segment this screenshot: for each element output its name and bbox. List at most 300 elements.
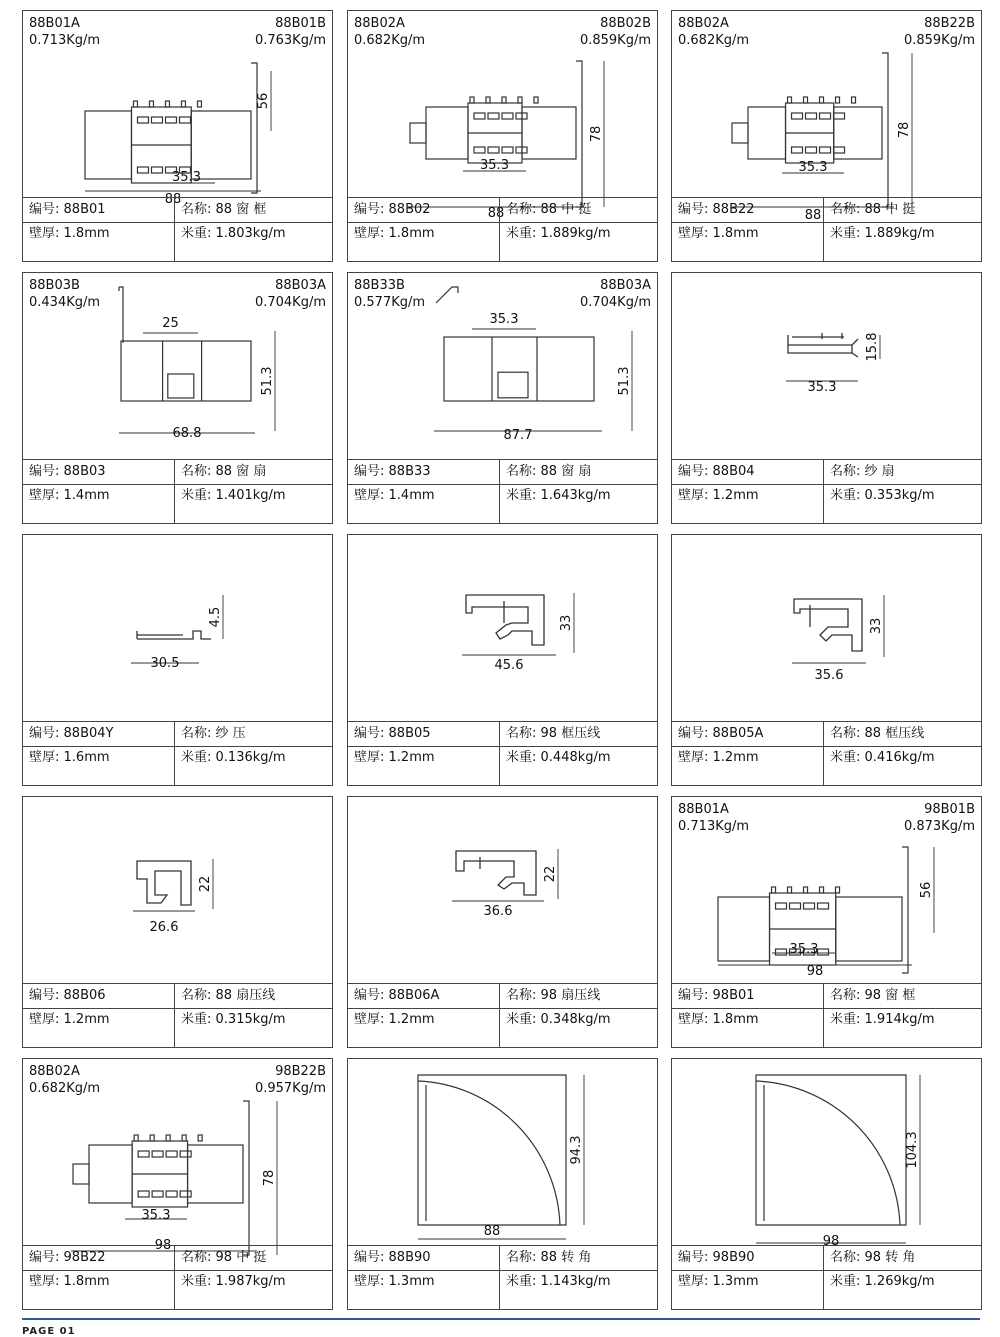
- name-value: 88 窗 框: [215, 202, 267, 217]
- weight-field: [506, 746, 611, 770]
- profile-card: [347, 796, 658, 1048]
- name-field: [830, 984, 915, 1008]
- profile-drawing: [23, 797, 332, 983]
- thickness-value: 1.2mm: [388, 750, 435, 765]
- left-part-info: [678, 801, 749, 835]
- dimension-label: 15.8: [865, 332, 880, 362]
- weight-value: 1.889kg/m: [540, 226, 611, 241]
- name-field: [506, 722, 600, 746]
- dimension-label: 78: [262, 1169, 277, 1187]
- name-field: [181, 722, 246, 746]
- spec-row-thickness-weight: [348, 746, 657, 770]
- weight-field: [506, 1008, 611, 1032]
- thickness-value: 1.2mm: [388, 1012, 435, 1027]
- left-part-info: [678, 15, 749, 49]
- name-value: 88 中 挺: [864, 202, 916, 217]
- weight-field: [506, 1270, 611, 1294]
- profile-card: [671, 796, 982, 1048]
- dimension-label: 87.7: [503, 428, 533, 443]
- table-divider: [174, 460, 175, 524]
- left-part-weight: 0.434Kg/m: [29, 295, 101, 310]
- profile-drawing: [23, 535, 332, 721]
- code-value: 98B22: [63, 1250, 106, 1265]
- weight-value: 0.416kg/m: [864, 750, 935, 765]
- right-part-info: [255, 1063, 326, 1097]
- left-part-code: 88B02A: [678, 16, 729, 31]
- code-label: 编号:: [354, 988, 385, 1003]
- profile-section-svg: [23, 797, 332, 983]
- right-part-weight: 0.859Kg/m: [579, 33, 651, 48]
- table-divider: [174, 198, 175, 262]
- code-field: [354, 984, 439, 1008]
- spec-row-code-name: [23, 1246, 332, 1271]
- name-field: [181, 460, 266, 484]
- code-value: 88B06A: [388, 988, 440, 1003]
- weight-label: 米重:: [506, 488, 537, 503]
- left-part-weight: 0.577Kg/m: [354, 295, 426, 310]
- spec-row-code-name: [23, 722, 332, 747]
- name-label: 名称:: [506, 202, 537, 217]
- spec-row-code-name: [672, 722, 981, 747]
- profile-drawing: [672, 1059, 981, 1249]
- left-part-info: [29, 1063, 100, 1097]
- weight-value: 1.643kg/m: [540, 488, 611, 503]
- weight-field: [830, 1270, 935, 1294]
- thickness-field: [29, 222, 110, 246]
- code-field: [678, 1246, 755, 1270]
- profile-section-svg: [672, 1059, 981, 1249]
- thickness-label: 壁厚:: [29, 1012, 60, 1027]
- thickness-value: 1.8mm: [388, 226, 435, 241]
- spec-row-thickness-weight: [672, 1008, 981, 1032]
- spec-row-code-name: [672, 460, 981, 485]
- thickness-label: 壁厚:: [354, 1012, 385, 1027]
- weight-value: 0.348kg/m: [540, 1012, 611, 1027]
- right-part-weight: 0.859Kg/m: [903, 33, 975, 48]
- left-part-code: 88B33B: [354, 278, 405, 293]
- code-field: [29, 722, 113, 746]
- spec-row-code-name: [348, 460, 657, 485]
- dimension-label: 35.3: [789, 942, 819, 957]
- weight-field: [830, 222, 935, 246]
- thickness-field: [354, 1270, 435, 1294]
- thickness-label: 壁厚:: [354, 488, 385, 503]
- dimension-label: 56: [256, 92, 271, 110]
- name-value: 纱 压: [215, 726, 246, 741]
- spec-row-code-name: [672, 984, 981, 1009]
- name-field: [181, 198, 266, 222]
- footer-rule: [22, 1318, 980, 1320]
- thickness-field: [354, 222, 435, 246]
- dimension-label: 35.3: [807, 380, 837, 395]
- weight-label: 米重:: [181, 1274, 212, 1289]
- spec-row-thickness-weight: [348, 1008, 657, 1032]
- spec-row-thickness-weight: [672, 484, 981, 508]
- name-label: 名称:: [830, 988, 861, 1003]
- name-value: 88 扇压线: [215, 988, 276, 1003]
- code-label: 编号:: [29, 1250, 60, 1265]
- spec-table: [348, 197, 657, 262]
- weight-field: [181, 1270, 286, 1294]
- profile-drawing: [348, 1059, 657, 1245]
- thickness-field: [29, 746, 110, 770]
- right-part-weight: 0.704Kg/m: [254, 295, 326, 310]
- thickness-value: 1.8mm: [712, 226, 759, 241]
- spec-row-code-name: [23, 198, 332, 223]
- table-divider: [823, 984, 824, 1048]
- weight-value: 1.987kg/m: [215, 1274, 286, 1289]
- dimension-label: 88: [483, 1224, 501, 1239]
- code-value: 88B22: [712, 202, 755, 217]
- code-label: 编号:: [678, 464, 709, 479]
- left-part-code: 88B01A: [678, 802, 729, 817]
- thickness-value: 1.6mm: [63, 750, 110, 765]
- code-label: 编号:: [678, 726, 709, 741]
- thickness-value: 1.3mm: [388, 1274, 435, 1289]
- right-part-weight: 0.763Kg/m: [254, 33, 326, 48]
- table-divider: [499, 984, 500, 1048]
- left-part-weight: 0.713Kg/m: [678, 819, 750, 834]
- spec-row-code-name: [348, 1246, 657, 1271]
- thickness-field: [29, 484, 110, 508]
- right-part-code: 98B01B: [924, 802, 975, 817]
- weight-label: 米重:: [506, 1012, 537, 1027]
- dimension-label: 35.3: [480, 158, 509, 173]
- thickness-value: 1.4mm: [388, 488, 435, 503]
- weight-label: 米重:: [181, 226, 212, 241]
- code-value: 88B04Y: [63, 726, 114, 741]
- thickness-field: [678, 222, 759, 246]
- right-part-code: 88B03A: [600, 278, 651, 293]
- dimension-label: 30.5: [150, 656, 180, 671]
- code-field: [354, 460, 431, 484]
- dimension-label: 25: [162, 316, 179, 331]
- profile-section-svg: [348, 535, 657, 721]
- code-field: [354, 198, 431, 222]
- left-part-info: [354, 15, 425, 49]
- dimension-label: 35.3: [489, 312, 519, 327]
- thickness-field: [29, 1008, 110, 1032]
- code-value: 88B05: [388, 726, 431, 741]
- weight-label: 米重:: [506, 750, 537, 765]
- name-field: [506, 1246, 591, 1270]
- code-value: 98B01: [712, 988, 755, 1003]
- table-divider: [823, 1246, 824, 1310]
- weight-field: [181, 1008, 286, 1032]
- spec-table: [23, 197, 332, 262]
- code-field: [29, 460, 106, 484]
- code-value: 88B06: [63, 988, 106, 1003]
- code-label: 编号:: [354, 1250, 385, 1265]
- spec-row-code-name: [348, 722, 657, 747]
- spec-row-code-name: [672, 1246, 981, 1271]
- thickness-value: 1.8mm: [63, 1274, 110, 1289]
- dimension-label: 88: [164, 192, 182, 207]
- profile-drawing: [348, 273, 657, 459]
- dimension-label: 56: [919, 881, 934, 899]
- spec-table: [672, 721, 981, 786]
- name-label: 名称:: [181, 988, 212, 1003]
- profile-card: [22, 272, 333, 524]
- spec-row-thickness-weight: [348, 222, 657, 246]
- name-label: 名称:: [181, 202, 212, 217]
- right-part-code: 88B03A: [275, 278, 326, 293]
- left-part-weight: 0.682Kg/m: [354, 33, 426, 48]
- table-divider: [823, 722, 824, 786]
- weight-value: 0.448kg/m: [540, 750, 611, 765]
- weight-value: 0.136kg/m: [215, 750, 286, 765]
- left-part-weight: 0.713Kg/m: [29, 33, 101, 48]
- spec-table: [23, 983, 332, 1048]
- left-part-info: [29, 15, 100, 49]
- weight-value: 0.315kg/m: [215, 1012, 286, 1027]
- code-value: 88B02: [388, 202, 431, 217]
- name-field: [830, 198, 915, 222]
- profile-card: [347, 10, 658, 262]
- weight-value: 0.353kg/m: [864, 488, 935, 503]
- profile-card: [22, 1058, 333, 1310]
- dimension-label: 78: [897, 121, 912, 139]
- spec-table: [672, 197, 981, 262]
- weight-label: 米重:: [830, 1274, 861, 1289]
- code-field: [678, 722, 763, 746]
- name-value: 98 转 角: [864, 1250, 916, 1265]
- weight-label: 米重:: [830, 750, 861, 765]
- thickness-label: 壁厚:: [29, 750, 60, 765]
- thickness-field: [678, 1270, 759, 1294]
- profile-section-svg: [348, 1059, 657, 1245]
- right-part-info: [580, 277, 651, 311]
- name-value: 88 中 挺: [540, 202, 592, 217]
- dimension-label: 35.3: [141, 1208, 171, 1223]
- spec-row-code-name: [672, 198, 981, 223]
- name-field: [181, 1246, 266, 1270]
- right-part-info: [580, 15, 651, 49]
- name-label: 名称:: [830, 726, 861, 741]
- name-value: 98 框压线: [540, 726, 601, 741]
- thickness-value: 1.8mm: [712, 1012, 759, 1027]
- thickness-label: 壁厚:: [678, 488, 709, 503]
- table-divider: [823, 460, 824, 524]
- code-label: 编号:: [29, 726, 60, 741]
- profile-drawing: [348, 535, 657, 721]
- table-divider: [823, 198, 824, 262]
- right-part-info: [255, 277, 326, 311]
- left-part-code: 88B03B: [29, 278, 80, 293]
- spec-row-code-name: [348, 984, 657, 1009]
- profile-drawing: [672, 797, 981, 983]
- dimension-label: 51.3: [260, 366, 275, 396]
- code-value: 98B90: [712, 1250, 755, 1265]
- spec-row-thickness-weight: [672, 222, 981, 246]
- weight-label: 米重:: [181, 488, 212, 503]
- dimension-label: 35.3: [798, 160, 828, 175]
- dimension-label: 88: [487, 206, 505, 221]
- spec-table: [23, 721, 332, 786]
- weight-field: [181, 746, 286, 770]
- table-divider: [174, 1246, 175, 1310]
- name-field: [506, 198, 591, 222]
- weight-label: 米重:: [830, 226, 861, 241]
- right-part-weight: 0.873Kg/m: [903, 819, 975, 834]
- dimension-label: 33: [869, 617, 884, 635]
- spec-row-thickness-weight: [348, 1270, 657, 1294]
- weight-value: 1.401kg/m: [215, 488, 286, 503]
- left-part-weight: 0.682Kg/m: [678, 33, 750, 48]
- table-divider: [499, 198, 500, 262]
- dimension-label: 104.3: [905, 1131, 920, 1169]
- profile-card: [671, 534, 982, 786]
- right-part-code: 88B01B: [275, 16, 326, 31]
- spec-table: [348, 459, 657, 524]
- table-divider: [174, 984, 175, 1048]
- code-label: 编号:: [29, 202, 60, 217]
- thickness-label: 壁厚:: [354, 750, 385, 765]
- profile-section-svg: [23, 535, 332, 721]
- right-part-info: [904, 801, 975, 835]
- code-field: [678, 984, 755, 1008]
- weight-field: [830, 1008, 935, 1032]
- right-part-code: 88B02B: [600, 16, 651, 31]
- name-label: 名称:: [830, 1250, 861, 1265]
- thickness-field: [678, 1008, 759, 1032]
- dimension-label: 26.6: [149, 920, 179, 935]
- spec-row-code-name: [23, 984, 332, 1009]
- profile-drawing: [672, 535, 981, 721]
- spec-table: [672, 983, 981, 1048]
- profile-card: [22, 796, 333, 1048]
- code-label: 编号:: [354, 202, 385, 217]
- name-label: 名称:: [506, 1250, 537, 1265]
- left-part-weight: 0.682Kg/m: [29, 1081, 101, 1096]
- code-value: 88B01: [63, 202, 106, 217]
- weight-value: 1.914kg/m: [864, 1012, 935, 1027]
- code-value: 88B33: [388, 464, 431, 479]
- profile-drawing: [23, 11, 332, 207]
- name-value: 98 窗 框: [864, 988, 916, 1003]
- weight-value: 1.269kg/m: [864, 1274, 935, 1289]
- spec-row-thickness-weight: [23, 1008, 332, 1032]
- dimension-label: 33: [559, 614, 574, 632]
- thickness-label: 壁厚:: [678, 750, 709, 765]
- weight-label: 米重:: [506, 1274, 537, 1289]
- name-value: 88 框压线: [864, 726, 925, 741]
- name-value: 88 窗 扇: [540, 464, 592, 479]
- table-divider: [174, 722, 175, 786]
- spec-table: [23, 459, 332, 524]
- right-part-code: 88B22B: [924, 16, 975, 31]
- code-label: 编号:: [678, 988, 709, 1003]
- code-field: [29, 198, 106, 222]
- spec-row-thickness-weight: [23, 484, 332, 508]
- dimension-label: 51.3: [617, 366, 632, 396]
- weight-label: 米重:: [830, 1012, 861, 1027]
- weight-value: 1.889kg/m: [864, 226, 935, 241]
- dimension-label: 94.3: [569, 1135, 584, 1165]
- left-part-info: [29, 277, 100, 311]
- spec-row-thickness-weight: [23, 222, 332, 246]
- profile-card: [671, 10, 982, 262]
- profile-drawing: [23, 1059, 332, 1253]
- left-part-code: 88B02A: [29, 1064, 80, 1079]
- thickness-field: [678, 746, 759, 770]
- profile-section-svg: [348, 797, 657, 983]
- name-value: 纱 扇: [864, 464, 895, 479]
- name-field: [830, 722, 924, 746]
- right-part-weight: 0.704Kg/m: [579, 295, 651, 310]
- thickness-label: 壁厚:: [29, 1274, 60, 1289]
- dimension-label: 36.6: [483, 904, 513, 919]
- profile-section-svg: [672, 273, 981, 459]
- profile-card: [671, 1058, 982, 1310]
- thickness-label: 壁厚:: [29, 488, 60, 503]
- profile-drawing: [23, 273, 332, 459]
- thickness-field: [354, 1008, 435, 1032]
- code-value: 88B04: [712, 464, 755, 479]
- profile-card: [347, 1058, 658, 1310]
- thickness-field: [29, 1270, 110, 1294]
- spec-row-thickness-weight: [672, 746, 981, 770]
- table-divider: [499, 722, 500, 786]
- name-label: 名称:: [181, 464, 212, 479]
- dimension-label: 35.3: [172, 170, 201, 185]
- code-label: 编号:: [678, 1250, 709, 1265]
- name-value: 98 扇压线: [540, 988, 601, 1003]
- name-label: 名称:: [181, 726, 212, 741]
- thickness-value: 1.2mm: [63, 1012, 110, 1027]
- name-field: [506, 984, 600, 1008]
- thickness-value: 1.8mm: [63, 226, 110, 241]
- code-label: 编号:: [678, 202, 709, 217]
- thickness-value: 1.4mm: [63, 488, 110, 503]
- code-field: [678, 460, 755, 484]
- left-part-code: 88B02A: [354, 16, 405, 31]
- thickness-value: 1.3mm: [712, 1274, 759, 1289]
- weight-field: [830, 484, 935, 508]
- profile-card: [22, 10, 333, 262]
- spec-table: [348, 983, 657, 1048]
- thickness-value: 1.2mm: [712, 488, 759, 503]
- dimension-label: 35.6: [814, 668, 844, 683]
- code-label: 编号:: [354, 726, 385, 741]
- code-field: [354, 722, 431, 746]
- code-field: [29, 1246, 106, 1270]
- spec-row-code-name: [23, 460, 332, 485]
- table-divider: [499, 1246, 500, 1310]
- dimension-label: 22: [198, 875, 213, 893]
- page-number: PAGE 01: [22, 1326, 76, 1337]
- profile-drawing: [672, 273, 981, 459]
- weight-field: [506, 222, 611, 246]
- code-field: [354, 1246, 431, 1270]
- profile-drawing: [348, 797, 657, 983]
- dimension-label: 98: [822, 1234, 840, 1249]
- dimension-label: 4.5: [208, 606, 223, 628]
- left-part-code: 88B01A: [29, 16, 80, 31]
- weight-field: [506, 484, 611, 508]
- spec-table: [348, 1245, 657, 1310]
- name-field: [830, 1246, 915, 1270]
- weight-label: 米重:: [830, 488, 861, 503]
- right-part-info: [904, 15, 975, 49]
- dimension-label: 45.6: [494, 658, 524, 673]
- name-value: 98 中 挺: [215, 1250, 267, 1265]
- dimension-label: 98: [154, 1238, 172, 1253]
- weight-field: [181, 222, 286, 246]
- profile-card: [671, 272, 982, 524]
- spec-table: [672, 1245, 981, 1310]
- name-label: 名称:: [506, 726, 537, 741]
